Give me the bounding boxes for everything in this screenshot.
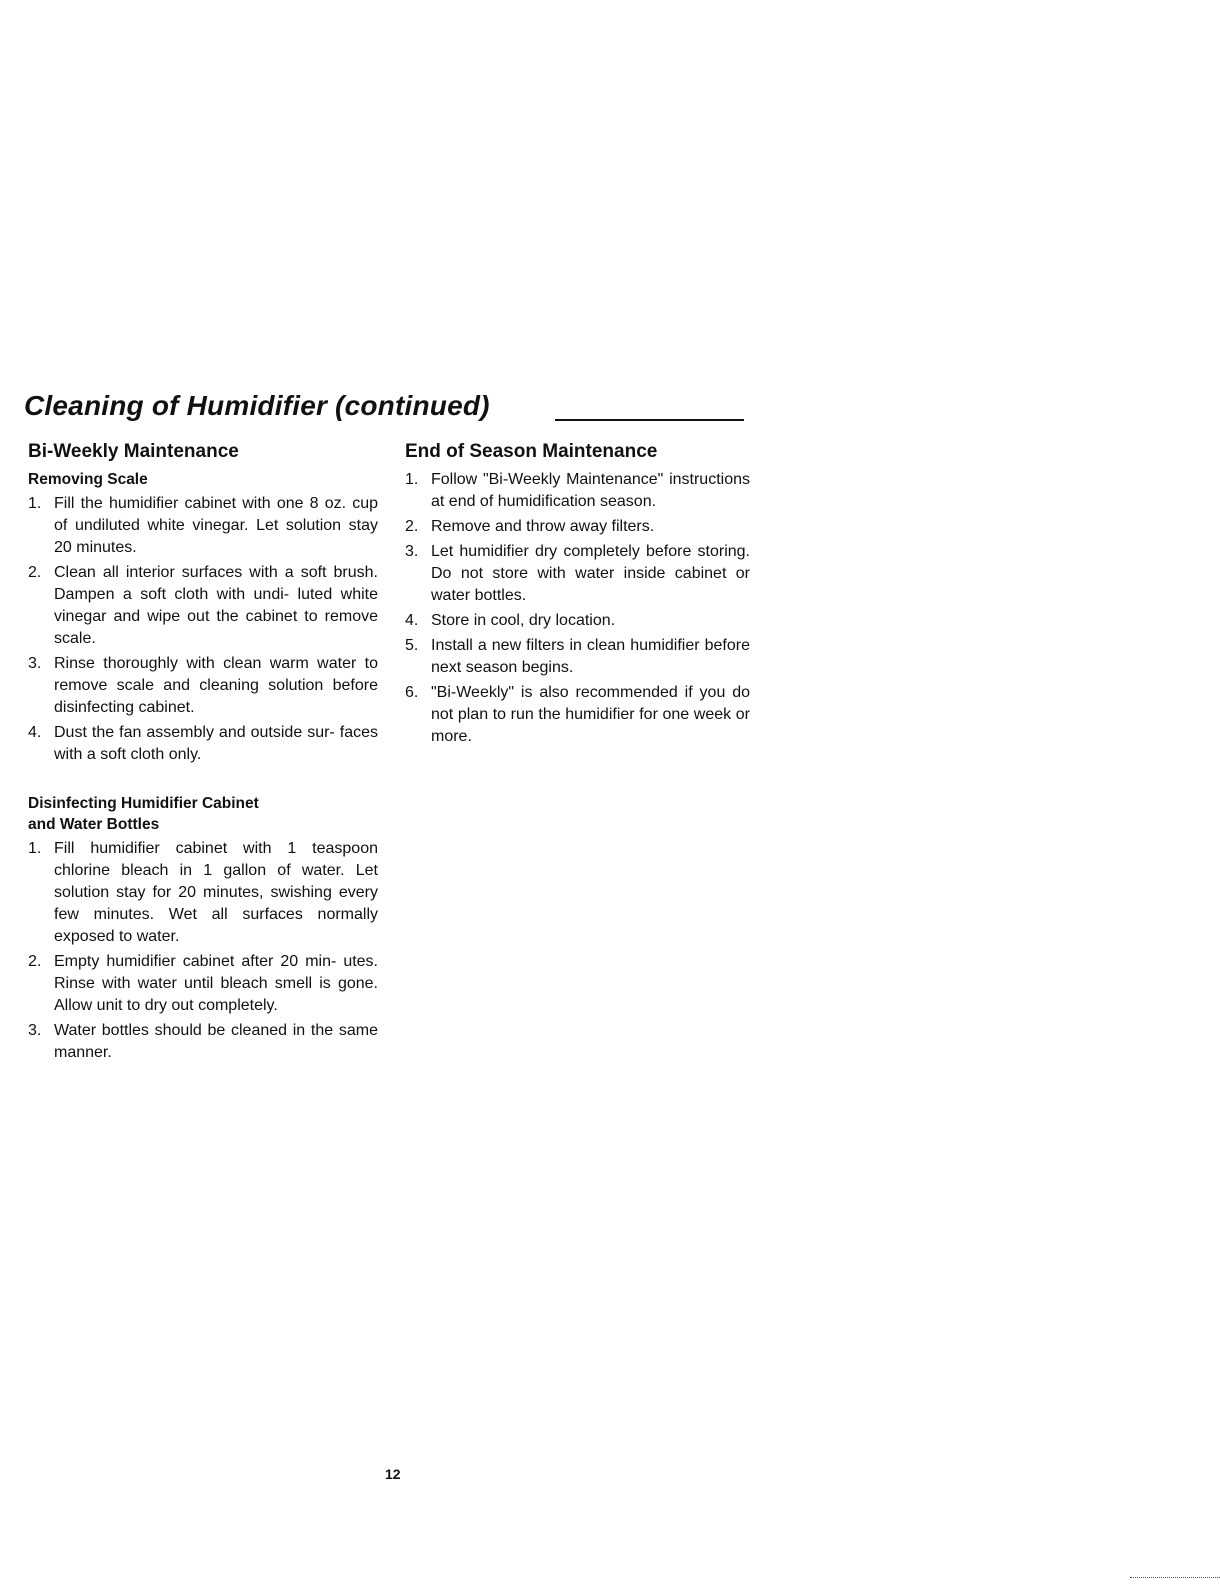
step-number: 1. [28, 495, 42, 512]
step-text: Empty humidifier cabinet after 20 min- utes. Rinse with water until bleach smell is gone. Allow unit to dry out completely. [54, 953, 378, 1014]
step-number: 6. [405, 684, 419, 701]
list-item [28, 562, 378, 650]
step-text: Remove and throw away filters. [431, 518, 655, 535]
step-number: 2. [28, 953, 42, 970]
list-item [405, 682, 750, 748]
step-number: 1. [28, 840, 42, 857]
disinfecting-steps [28, 838, 378, 1064]
right-column [405, 440, 750, 751]
bi-weekly-heading: Bi-Weekly Maintenance [28, 441, 239, 462]
end-of-season-heading: End of Season Maintenance [405, 441, 658, 462]
step-number: 3. [405, 543, 419, 560]
step-text: Dust the fan assembly and outside sur- faces with a soft cloth only. [54, 724, 378, 763]
list-item [405, 469, 750, 513]
step-number: 2. [28, 564, 42, 581]
left-column [28, 440, 378, 1067]
list-item [28, 722, 378, 766]
step-text: "Bi-Weekly" is also recommended if you do not plan to run the humidifier for one week or more. [431, 684, 750, 745]
step-text: Follow "Bi-Weekly Maintenance" instructions at end of humidification season. [431, 471, 750, 510]
list-item [28, 838, 378, 948]
corner-scan-mark [1130, 1577, 1220, 1578]
removing-scale-heading: Removing Scale [28, 471, 148, 488]
step-text: Install a new filters in clean humidifier before next season begins. [431, 637, 750, 676]
step-number: 4. [405, 612, 419, 629]
list-item [28, 653, 378, 719]
title-rule [555, 419, 744, 421]
list-item [405, 635, 750, 679]
disinfecting-heading-line1: Disinfecting Humidifier Cabinet [28, 795, 259, 812]
step-text: Let humidifier dry completely before storing. Do not store with water inside cabinet or water bottles. [431, 543, 750, 604]
removing-scale-steps [28, 493, 378, 766]
step-text: Fill the humidifier cabinet with one 8 oz. cup of undiluted white vinegar. Let solution stay 20 minutes. [54, 495, 378, 556]
step-number: 4. [28, 724, 42, 741]
list-item [405, 541, 750, 607]
step-text: Water bottles should be cleaned in the same manner. [54, 1022, 378, 1061]
step-text: Rinse thoroughly with clean warm water to remove scale and cleaning solution before disinfecting cabinet. [54, 655, 378, 716]
list-item [405, 610, 750, 632]
list-item [28, 493, 378, 559]
step-text: Clean all interior surfaces with a soft brush. Dampen a soft cloth with undi- luted white vinegar and wipe out the cabinet to remove scale. [54, 564, 378, 647]
list-item [28, 1020, 378, 1064]
list-item [28, 951, 378, 1017]
step-text: Store in cool, dry location. [431, 612, 616, 629]
disinfecting-section [28, 793, 378, 1064]
list-item [405, 516, 750, 538]
end-of-season-steps [405, 469, 750, 748]
page-number: 12 [385, 1466, 401, 1482]
step-number: 5. [405, 637, 419, 654]
step-number: 3. [28, 1022, 42, 1039]
disinfecting-heading-line2: and Water Bottles [28, 816, 160, 833]
step-number: 2. [405, 518, 419, 535]
step-number: 3. [28, 655, 42, 672]
step-number: 1. [405, 471, 419, 488]
page-title: Cleaning of Humidifier (continued) [24, 390, 490, 421]
step-text: Fill humidifier cabinet with 1 teaspoon chlorine bleach in 1 gallon of water. Let solution stay for 20 minutes, swishing every few minutes. Wet all surfaces normally exposed to water. [54, 840, 378, 945]
